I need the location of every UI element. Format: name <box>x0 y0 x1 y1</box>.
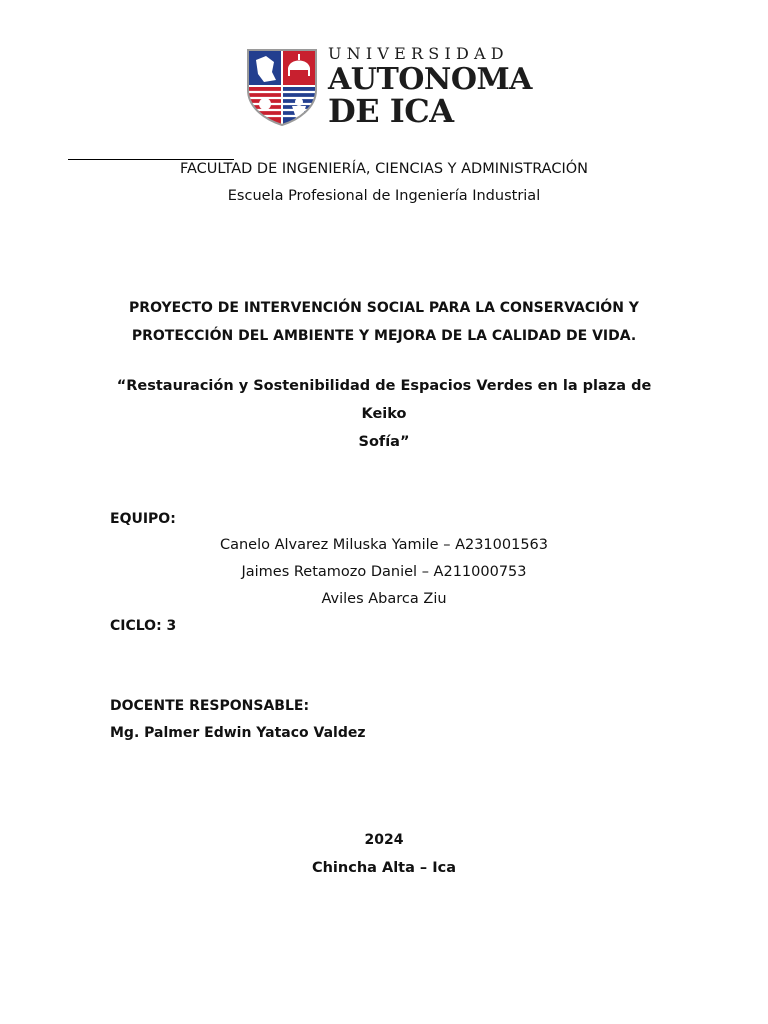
project-title-line-1: PROYECTO DE INTERVENCIÓN SOCIAL PARA LA CONSERVACIÓN Y <box>129 300 639 316</box>
header-rule <box>68 159 234 160</box>
school-name: Escuela Profesional de Ingeniería Industrial <box>227 188 541 204</box>
teacher-label: DOCENTE RESPONSABLE: <box>110 698 310 714</box>
project-subtitle <box>100 372 668 456</box>
team-label: EQUIPO: <box>110 511 176 527</box>
footer-year: 2024 <box>364 832 404 848</box>
logo-text-de-ica: DE ICA <box>328 92 454 130</box>
team-member: Aviles Abarca Ziu <box>321 591 447 607</box>
footer-place: Chincha Alta – Ica <box>311 860 457 876</box>
team-member: Jaimes Retamozo Daniel – A211000753 <box>241 564 527 580</box>
university-shield-icon <box>246 46 318 126</box>
faculty-name: FACULTAD DE INGENIERÍA, CIENCIAS Y ADMINISTRACIÓN <box>179 161 589 177</box>
cycle-label: CICLO: 3 <box>110 618 177 634</box>
teacher-name: Mg. Palmer Edwin Yataco Valdez <box>110 725 366 741</box>
project-subtitle-line-2: Sofía” <box>358 434 410 450</box>
project-subtitle-line-1: “Restauración y Sostenibilidad de Espacios Verdes en la plaza de Keiko <box>116 378 652 422</box>
project-title <box>0 294 768 350</box>
logo-text-universidad: UNIVERSIDAD <box>328 44 509 63</box>
team-member: Canelo Alvarez Miluska Yamile – A231001563 <box>219 537 549 553</box>
project-title-line-2: PROTECCIÓN DEL AMBIENTE Y MEJORA DE LA CALIDAD DE VIDA. <box>131 328 637 344</box>
logo-text-autonoma: AUTONOMA <box>328 62 532 97</box>
university-logo <box>246 44 536 128</box>
